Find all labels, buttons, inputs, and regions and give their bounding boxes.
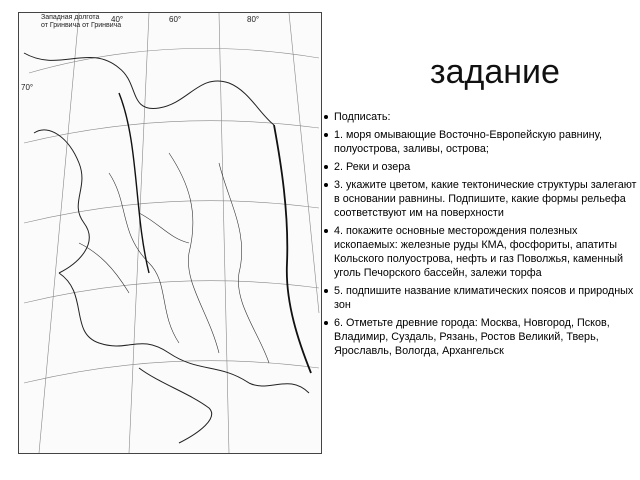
task-item: Подписать: bbox=[322, 110, 638, 124]
task-item: 1. моря омывающие Восточно-Европейскую равнину, полуострова, заливы, острова; bbox=[322, 128, 638, 156]
map-caption-line1: Западная долгота bbox=[41, 14, 100, 21]
contour-map bbox=[18, 12, 322, 454]
degree-label: 80° bbox=[247, 15, 260, 24]
degree-label: 40° bbox=[111, 15, 124, 24]
task-list bbox=[322, 110, 638, 362]
map-caption-line2: от Гринвича от Гринвича bbox=[41, 22, 122, 29]
task-item: 6. Отметьте древние города: Москва, Новгород, Псков, Владимир, Суздаль, Рязань, Ростов Великий, Тверь, Ярославль, Вологда, Архангельск bbox=[322, 316, 638, 358]
map-caption bbox=[41, 14, 124, 30]
task-item: 2. Реки и озера bbox=[322, 160, 638, 174]
slide-title: задание bbox=[430, 53, 560, 91]
contour-map-drawing bbox=[19, 13, 321, 453]
task-item: 4. покажите основные месторождения полезных ископаемых: железные руды КМА, фосфориты, апатиты Кольского полуострова, нефть и газ Поволжья, каменный уголь Печорского бассейн, залежи торфа bbox=[322, 224, 638, 280]
degree-label: 60° bbox=[169, 15, 182, 24]
degree-label: 70° bbox=[21, 83, 34, 92]
task-item: 3. укажите цветом, какие тектонические структуры залегают в основании равнины. Подпишите, какие формы рельефа соответствуют им на поверхности bbox=[322, 178, 638, 220]
task-item: 5. подпишите название климатических поясов и природных зон bbox=[322, 284, 638, 312]
